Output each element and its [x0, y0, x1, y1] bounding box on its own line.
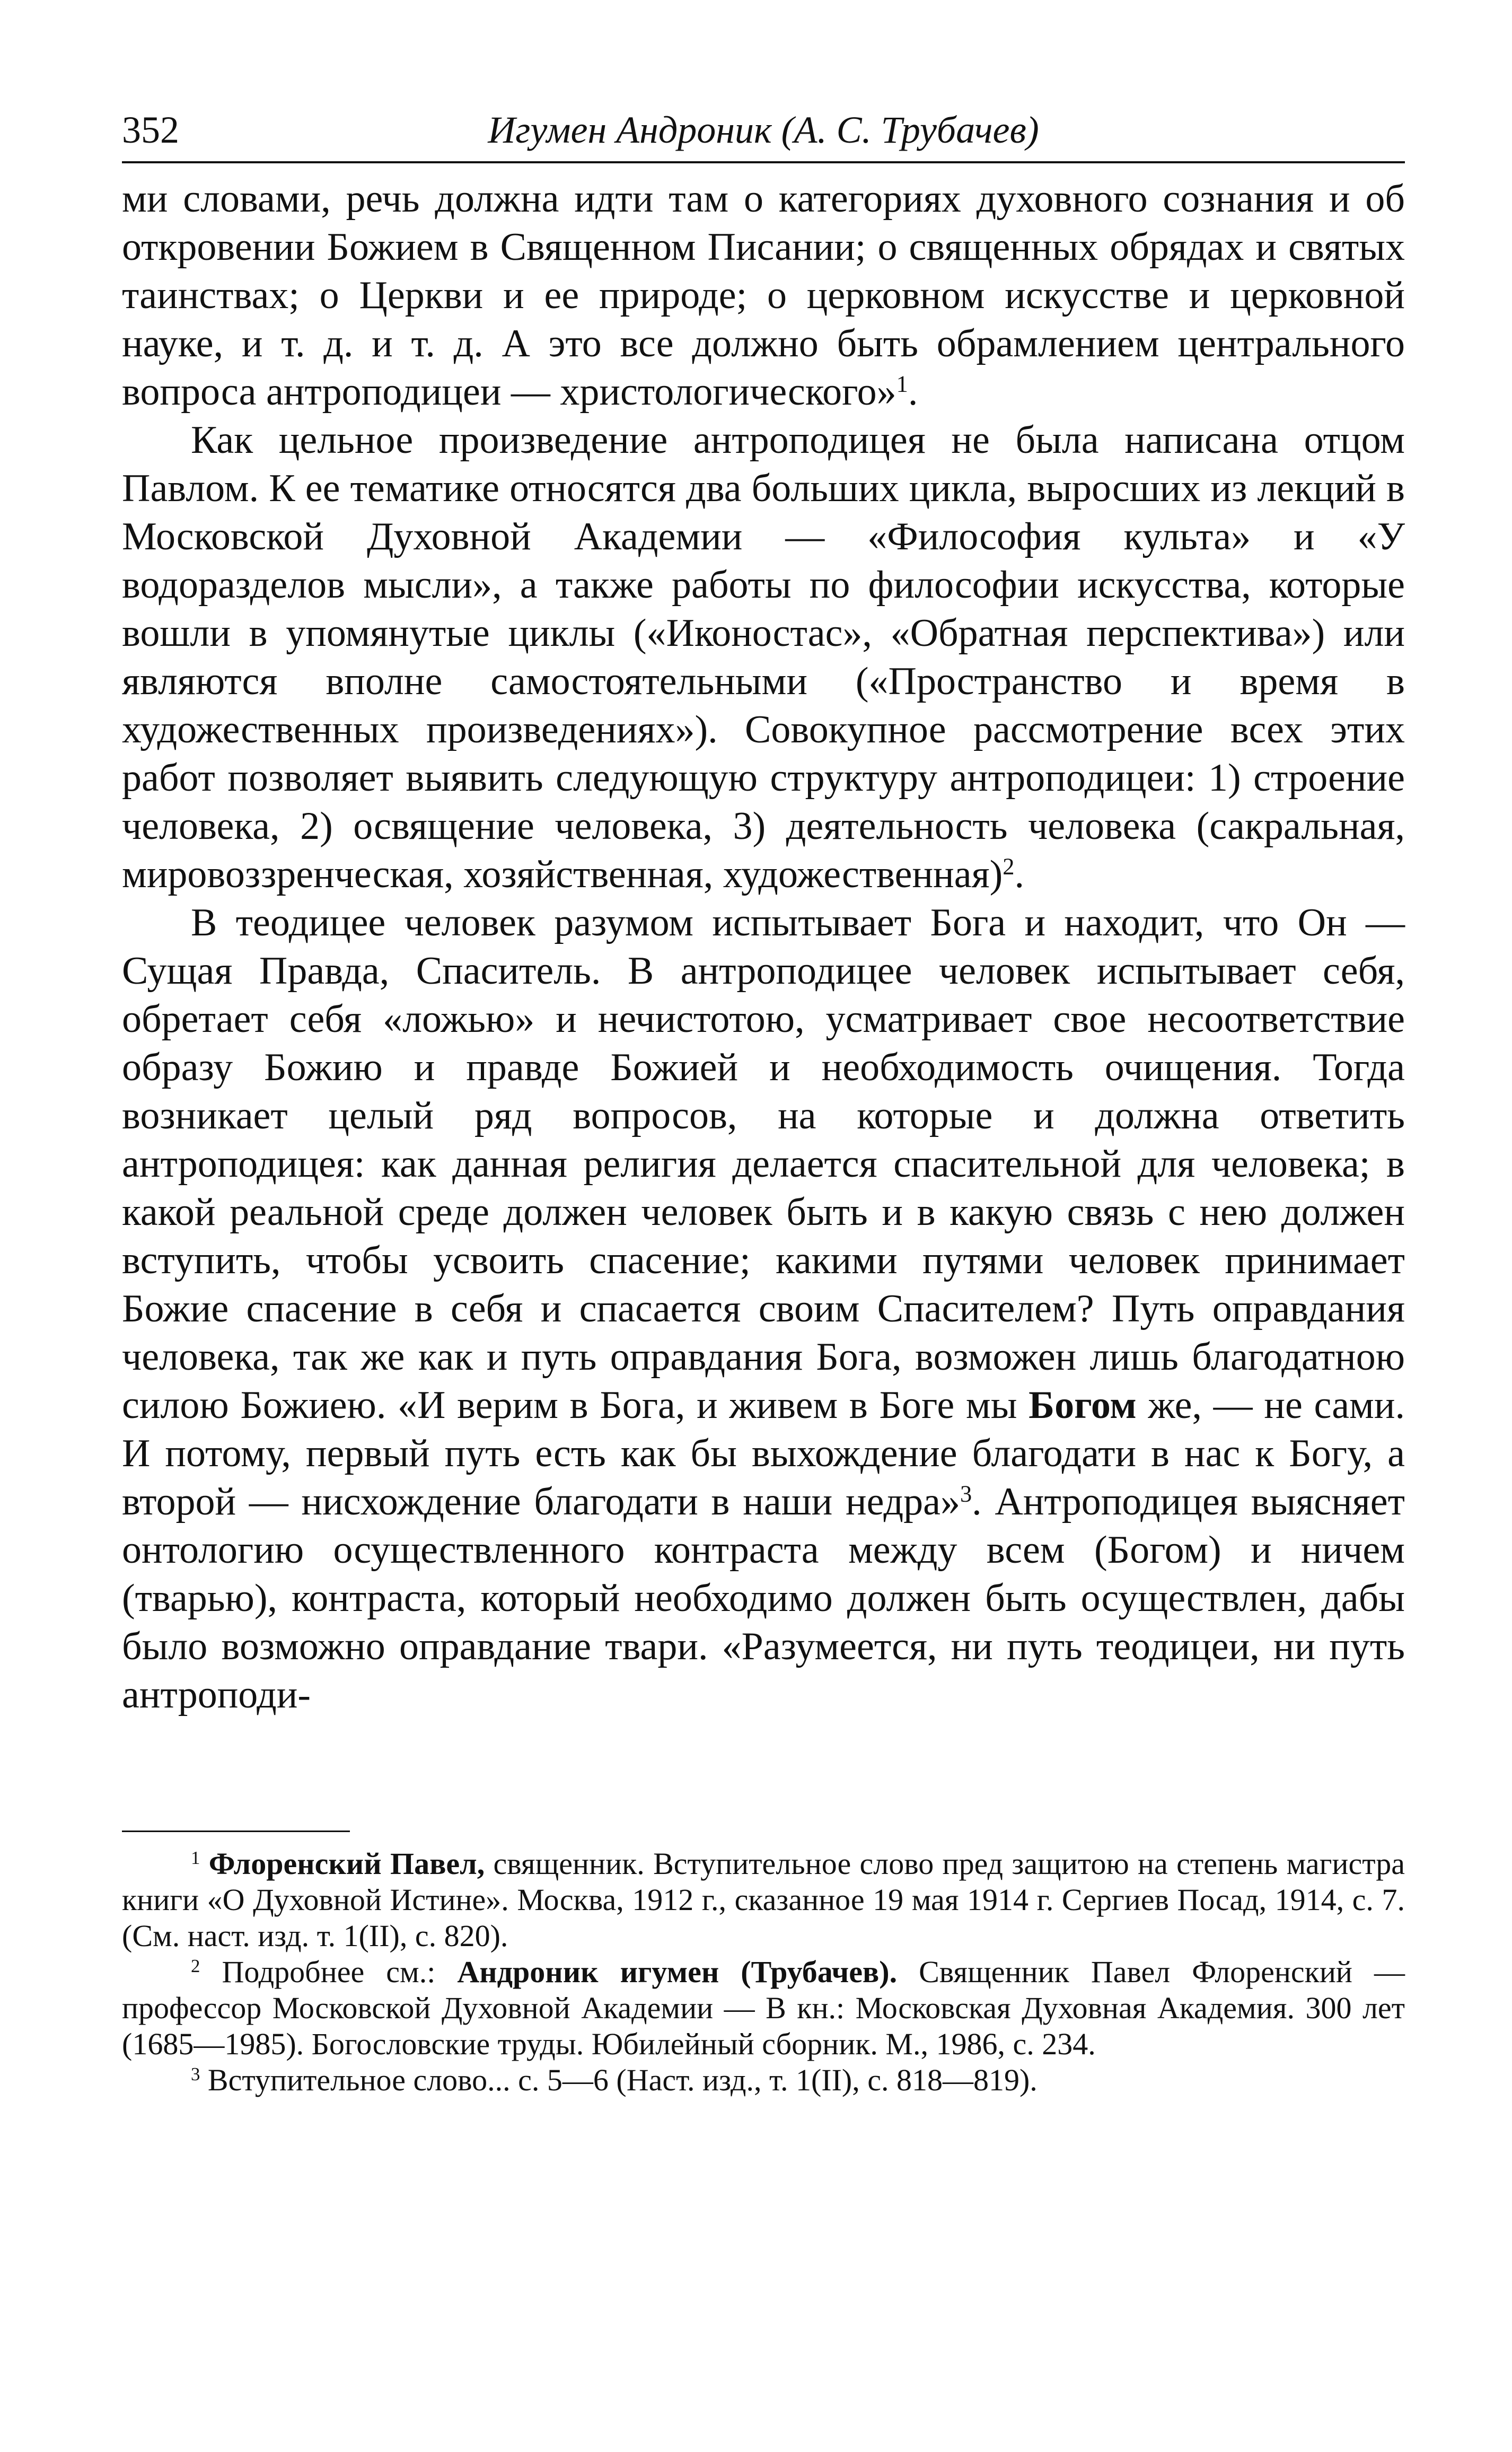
footnote-1-text: священник. Вступительное слово пред защитою на степень магистра книги «О Духовной Истине». Москва, 1912 г., сказанное 19 мая 1914 г. Сергиев Посад, 1914, с. 7. (См. наст. изд. т. 1(II), с. 820). — [122, 1846, 1405, 1953]
footnote-2-author: Андроник игумен (Трубачев). — [457, 1955, 898, 1989]
paragraph-3 — [122, 899, 1405, 1719]
footnote-ref-2[interactable]: 2 — [1003, 853, 1015, 880]
paragraph-3-text-a: В теодицее человек разумом испытывает Бога и находит, что Он — Сущая Правда, Спаситель. В антроподицее человек испытывает себя, обретает себя «ложью» и нечистотою, усматривает свое несоответствие образу Божию и правде Божией и необходимость очищения. Тогда возникает целый ряд вопросов, на которые и должна ответить антроподицея: как данная религия делается спасительной для человека; в какой реальной среде должен человек быть и в какую связь с нею должен вступить, чтобы усвоить спасение; какими путями человек принимает Божие спасение в себя и спасается своим Спасителем? Путь оправдания человека, так же как и путь оправдания Бога, возможен лишь благодатною силою Божиею. «И верим в Бога, и живем в Боге мы — [122, 901, 1405, 1427]
header-rule — [122, 161, 1405, 163]
footnote-3-text: Вступительное слово... с. 5—6 (Наст. изд., т. 1(II), с. 818—819). — [200, 2063, 1038, 2097]
paragraph-2-text: Как цельное произведение антроподицея не была написана отцом Павлом. К ее тематике относятся два больших цикла, выросших из лекций в Московской Духовной Академии — «Философия культа» и «У водоразделов мысли», а также работы по философии искусства, которые вошли в упомянутые циклы («Иконостас», «Обратная перспектива») или являются вполне самостоятельными («Пространство и время в художественных произведениях»). Совокупное рассмотрение всех этих работ позволяет выявить следующую структуру антроподицеи: 1) строение человека, 2) освящение человека, 3) деятельность человека (сакральная, мировоззренческая, хозяйственная, художественная) — [122, 418, 1405, 896]
paragraph-3-bold: Богом — [1028, 1383, 1137, 1427]
footnote-2 — [122, 1954, 1405, 2062]
footnote-3 — [122, 2062, 1405, 2098]
paragraph-3-text-b: же, — не сами. И потому, первый путь есть как бы выхождение благодати в нас к Богу, а второй — нисхождение благодати в наши недра» — [122, 1383, 1405, 1523]
paragraph-2-end: . — [1014, 853, 1024, 896]
page-number: 352 — [122, 109, 179, 151]
footnote-2-number: 2 — [191, 1955, 200, 1976]
footnote-2-lead: Подробнее см.: — [200, 1955, 458, 1989]
footnote-1-number: 1 — [191, 1847, 200, 1868]
footnote-1 — [122, 1846, 1405, 1954]
footnote-ref-3[interactable]: 3 — [960, 1480, 972, 1507]
footnotes — [122, 1846, 1405, 2098]
page-header — [122, 101, 1405, 159]
paragraph-2 — [122, 416, 1405, 899]
footnote-ref-1[interactable]: 1 — [896, 370, 908, 397]
main-text — [122, 175, 1405, 1719]
paragraph-1 — [122, 175, 1405, 416]
footnote-3-number: 3 — [191, 2063, 200, 2085]
paragraph-1-end: . — [908, 370, 918, 414]
running-title: Игумен Андроник (А. С. Трубачев) — [488, 109, 1039, 151]
paragraph-3-text-c: . Антроподицея выясняет онтологию осуществленного контраста между всем (Богом) и ничем (тварью), контраста, который необходимо должен быть осуществлен, дабы было возможно оправдание твари. «Разумеется, ни путь теодицеи, ни путь антроподи- — [122, 1480, 1405, 1717]
footnote-1-author: Флоренский Павел, — [208, 1846, 485, 1881]
footnote-2-text: Священник Павел Флоренский — профессор Московской Духовной Академии — В кн.: Московская Духовная Академия. 300 лет (1685—1985). Богословские труды. Юбилейный сборник. М., 1986, с. 234. — [122, 1955, 1405, 2061]
footnote-rule — [122, 1831, 350, 1832]
book-page — [122, 101, 1405, 2098]
paragraph-1-text: ми словами, речь должна идти там о категориях духовного сознания и об откровении Божием в Священном Писании; о священных обрядах и святых таинствах; о Церкви и ее природе; о церковном искусстве и церковной науке, и т. д. и т. д. А это все должно быть обрамлением центрального вопроса антроподицеи — христологического» — [122, 177, 1405, 414]
